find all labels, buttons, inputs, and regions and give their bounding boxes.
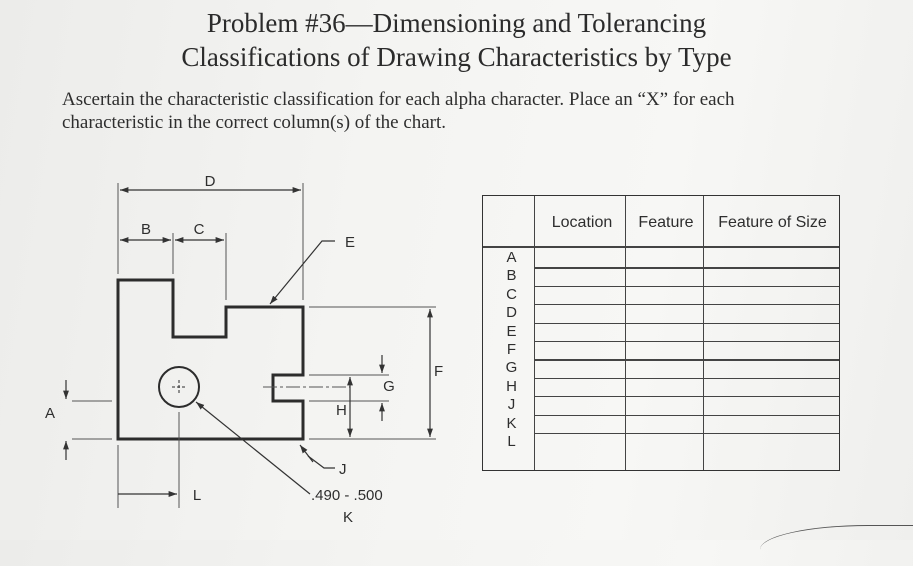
dim-label-c: C xyxy=(193,221,205,238)
table-row xyxy=(483,323,839,341)
table-row xyxy=(483,267,839,285)
row-label: E xyxy=(506,322,517,340)
cell-feature[interactable] xyxy=(626,249,703,267)
cell-feature[interactable] xyxy=(626,396,703,414)
cell-feature[interactable] xyxy=(626,341,703,359)
cell-feature[interactable] xyxy=(626,267,703,285)
cell-location[interactable] xyxy=(535,396,625,414)
table-row xyxy=(483,359,839,377)
table-row xyxy=(483,433,839,451)
classification-chart xyxy=(482,195,840,471)
cell-feature-of-size[interactable] xyxy=(704,267,839,285)
dim-label-b: B xyxy=(140,221,152,238)
cell-location[interactable] xyxy=(535,341,625,359)
row-label: F xyxy=(506,341,517,358)
cell-feature-of-size[interactable] xyxy=(704,378,839,396)
row-label: L xyxy=(507,433,516,450)
instructions-line-1: Ascertain the characteristic classification for each alpha character. Place an “X” for each xyxy=(62,89,735,110)
cell-feature[interactable] xyxy=(626,378,703,396)
dim-label-d: D xyxy=(204,173,216,190)
row-label: H xyxy=(506,377,517,395)
column-header-feature: Feature xyxy=(638,214,694,231)
cell-feature[interactable] xyxy=(626,359,703,377)
cell-location[interactable] xyxy=(535,286,625,304)
row-label: A xyxy=(506,249,517,266)
dim-label-g: G xyxy=(383,378,395,395)
table-row xyxy=(483,304,839,322)
cell-feature[interactable] xyxy=(626,415,703,433)
cell-feature-of-size[interactable] xyxy=(704,433,839,451)
cell-feature-of-size[interactable] xyxy=(704,341,839,359)
row-label: B xyxy=(506,267,517,285)
cell-location[interactable] xyxy=(535,267,625,285)
row-label: K xyxy=(506,414,517,432)
dim-label-f: F xyxy=(434,363,444,380)
cell-feature-of-size[interactable] xyxy=(704,396,839,414)
table-row xyxy=(483,415,839,433)
instructions-line-2: characteristic in the correct column(s) of the chart. xyxy=(62,112,447,133)
cell-feature-of-size[interactable] xyxy=(704,323,839,341)
dim-label-k: K xyxy=(342,509,354,526)
cell-feature[interactable] xyxy=(626,433,703,451)
page-subtitle: Classifications of Drawing Characteristics by Type xyxy=(181,42,732,72)
part-outline xyxy=(118,280,303,439)
table-row xyxy=(483,378,839,396)
cell-feature-of-size[interactable] xyxy=(704,415,839,433)
cell-location[interactable] xyxy=(535,323,625,341)
cell-location[interactable] xyxy=(535,433,625,451)
row-label: C xyxy=(506,285,517,303)
table-row xyxy=(483,396,839,414)
dim-label-a: A xyxy=(44,405,56,422)
table-row xyxy=(483,286,839,304)
page-title: Problem #36—Dimensioning and Tolerancing xyxy=(206,8,707,38)
cell-feature[interactable] xyxy=(626,304,703,322)
table-row xyxy=(483,249,839,267)
row-label: J xyxy=(507,396,516,414)
cell-feature-of-size[interactable] xyxy=(704,359,839,377)
dim-label-e: E xyxy=(345,234,356,251)
dim-size-range: .490 - .500 xyxy=(311,487,383,504)
cell-location[interactable] xyxy=(535,378,625,396)
row-label: D xyxy=(506,304,517,322)
cell-location[interactable] xyxy=(535,304,625,322)
cell-location[interactable] xyxy=(535,359,625,377)
column-header-location: Location xyxy=(551,214,613,231)
table-row xyxy=(483,341,839,359)
column-header-feature-of-size: Feature of Size xyxy=(718,214,827,231)
cell-feature-of-size[interactable] xyxy=(704,304,839,322)
row-label: G xyxy=(505,359,518,377)
cell-location[interactable] xyxy=(535,415,625,433)
dim-label-l: L xyxy=(192,487,202,504)
cell-feature[interactable] xyxy=(626,323,703,341)
cell-feature-of-size[interactable] xyxy=(704,286,839,304)
dim-label-j: J xyxy=(339,461,347,478)
cell-feature[interactable] xyxy=(626,286,703,304)
cell-location[interactable] xyxy=(535,249,625,267)
cell-feature-of-size[interactable] xyxy=(704,249,839,267)
dim-label-h: H xyxy=(336,402,347,419)
